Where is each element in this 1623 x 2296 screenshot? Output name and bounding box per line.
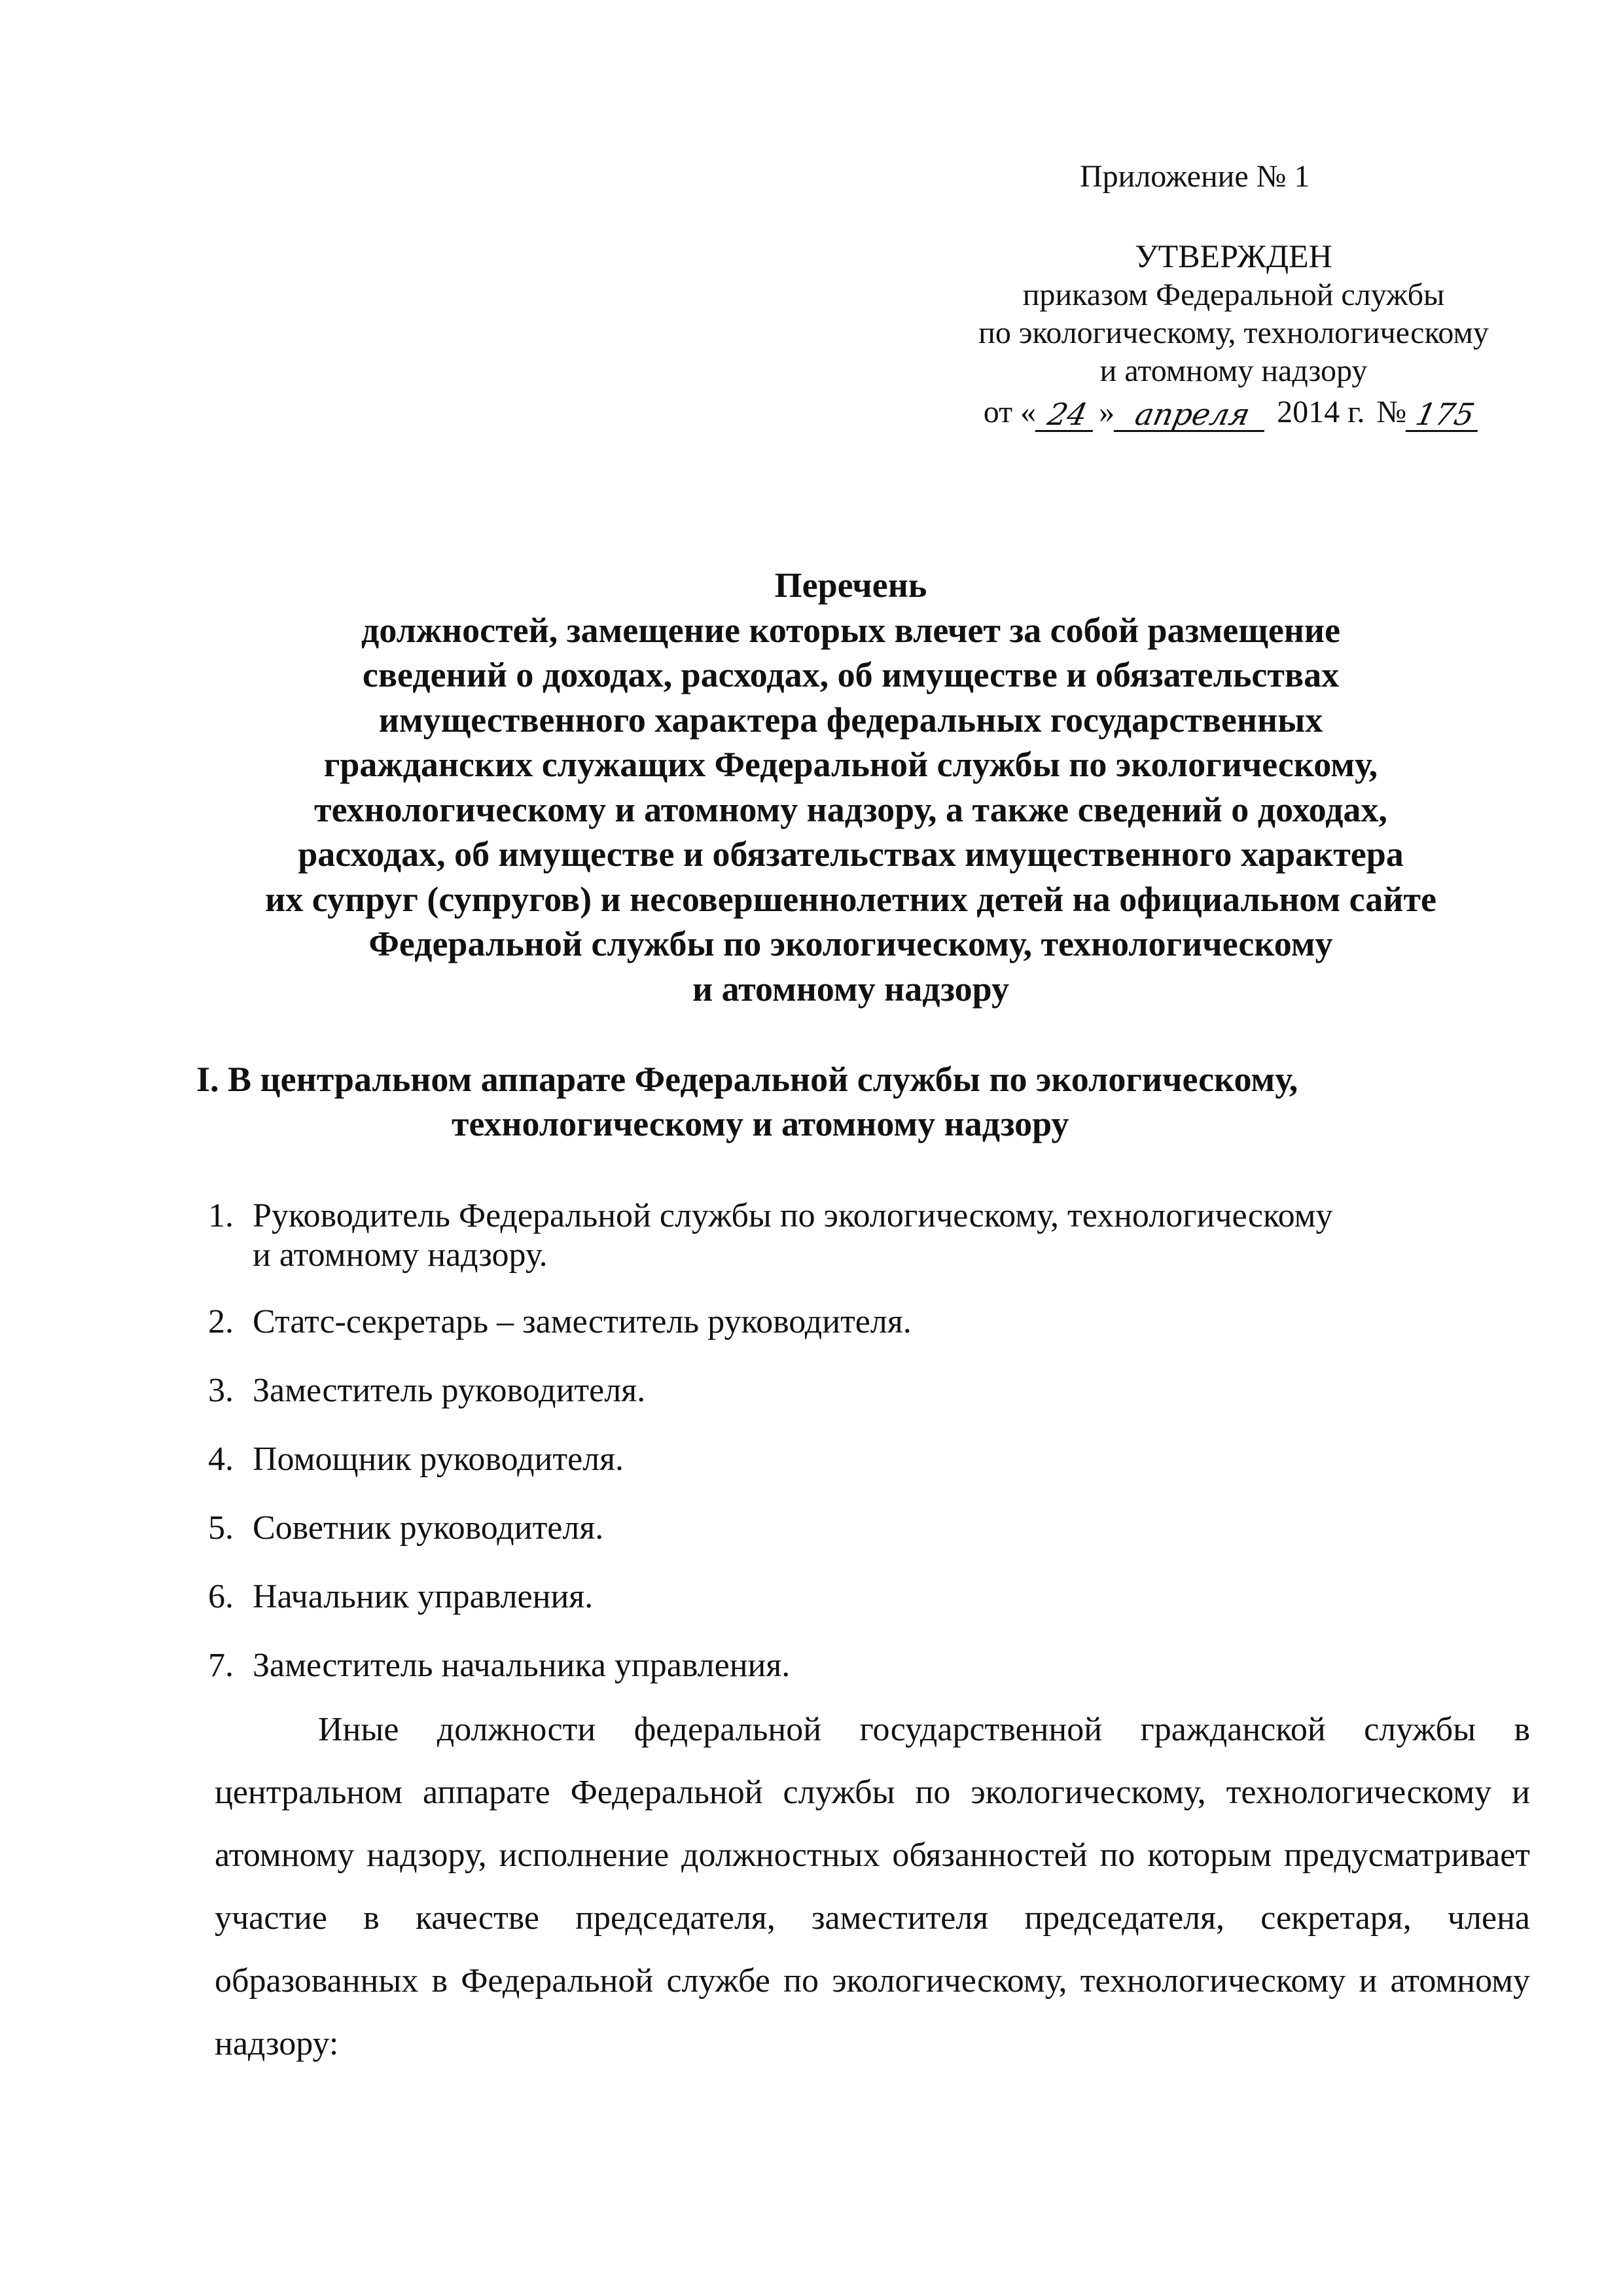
title-line-1: должностей, замещение которых влечет за собой размещение — [361, 610, 1340, 650]
title-heading: Перечень — [774, 565, 927, 605]
approval-line-3: и атомному надзору — [1099, 353, 1368, 388]
list-item-number: 3. — [208, 1372, 234, 1409]
list-item-number: 5. — [208, 1509, 234, 1547]
list-item-continuation: и атомному надзору. — [253, 1236, 548, 1274]
positions-list — [208, 1196, 1556, 1715]
list-item — [208, 1196, 1556, 1275]
list-item-text: Помощник руководителя. — [253, 1441, 624, 1478]
title-line-5: технологическому и атомному надзору, а также сведений о доходах, — [314, 789, 1387, 829]
order-date-line — [903, 393, 1564, 432]
order-number-label: № — [1376, 395, 1407, 429]
section-heading-line-2: технологическому и атомному надзору — [452, 1104, 1069, 1143]
approval-line-1: приказом Федеральной службы — [1022, 278, 1445, 312]
list-item-number: 6. — [208, 1578, 234, 1615]
list-item — [208, 1509, 1556, 1548]
date-mid: » — [1099, 395, 1115, 429]
section-heading — [196, 1057, 1492, 1146]
list-item-text: Начальник управления. — [253, 1578, 594, 1615]
list-item-number: 4. — [208, 1441, 234, 1478]
list-item — [208, 1371, 1556, 1410]
appendix-label: Приложение № 1 — [1080, 159, 1310, 194]
list-item-number: 2. — [208, 1303, 234, 1340]
handwritten-month: апреля — [1114, 399, 1272, 432]
handwritten-day: 24 — [1035, 399, 1100, 432]
section-heading-line-1: I. В центральном аппарате Федеральной службы по экологическому, — [196, 1060, 1298, 1099]
list-item-number: 7. — [208, 1647, 234, 1684]
approval-line-2: по экологическому, технологическому — [978, 315, 1489, 350]
title-line-4: гражданских служащих Федеральной службы по экологическому, — [323, 745, 1378, 784]
list-item — [208, 1440, 1556, 1479]
approved-stamp-text: УТВЕРЖДЕН — [1135, 238, 1332, 274]
list-item-text: Заместитель руководителя. — [253, 1372, 646, 1409]
title-line-6: расходах, об имуществе и обязательствах имущественного характера — [298, 834, 1404, 874]
date-year: 2014 г. — [1277, 395, 1365, 429]
title-line-8: Федеральной службы по экологическому, технологическому — [368, 924, 1333, 963]
title-line-2: сведений о доходах, расходах, об имуществе и обязательствах — [362, 655, 1340, 694]
list-item — [208, 1646, 1556, 1685]
list-item — [208, 1302, 1556, 1342]
approval-block — [903, 237, 1564, 432]
title-line-3: имущественного характера федеральных государственных — [378, 700, 1323, 740]
list-item-text: Заместитель начальника управления. — [253, 1647, 791, 1684]
title-line-9: и атомному надзору — [692, 969, 1009, 1009]
list-item-text: Советник руководителя. — [253, 1509, 604, 1547]
list-item-text: Руководитель Федеральной службы по экологическому, технологическому — [253, 1197, 1333, 1234]
date-prefix: от « — [983, 395, 1037, 429]
list-item-text: Статс-секретарь – заместитель руководителя. — [253, 1303, 912, 1340]
document-title — [157, 563, 1544, 1011]
list-item — [208, 1577, 1556, 1617]
handwritten-order-number: 175 — [1406, 399, 1485, 432]
body-paragraph: Иные должности федеральной государственной гражданской службы в центральном аппарате Федеральной службы по экологическому, технологическому и атомному надзору, исполнение должностных обязанностей по которым предусматривает участие в качестве председателя, заместителя председателя, секретаря, члена образованных в Федеральной службе по экологическому, технологическому и атомному надзору: — [215, 1711, 1530, 2062]
title-line-7: их супруг (супругов) и несовершеннолетних детей на официальном сайте — [265, 879, 1436, 919]
list-item-number: 1. — [208, 1197, 234, 1234]
